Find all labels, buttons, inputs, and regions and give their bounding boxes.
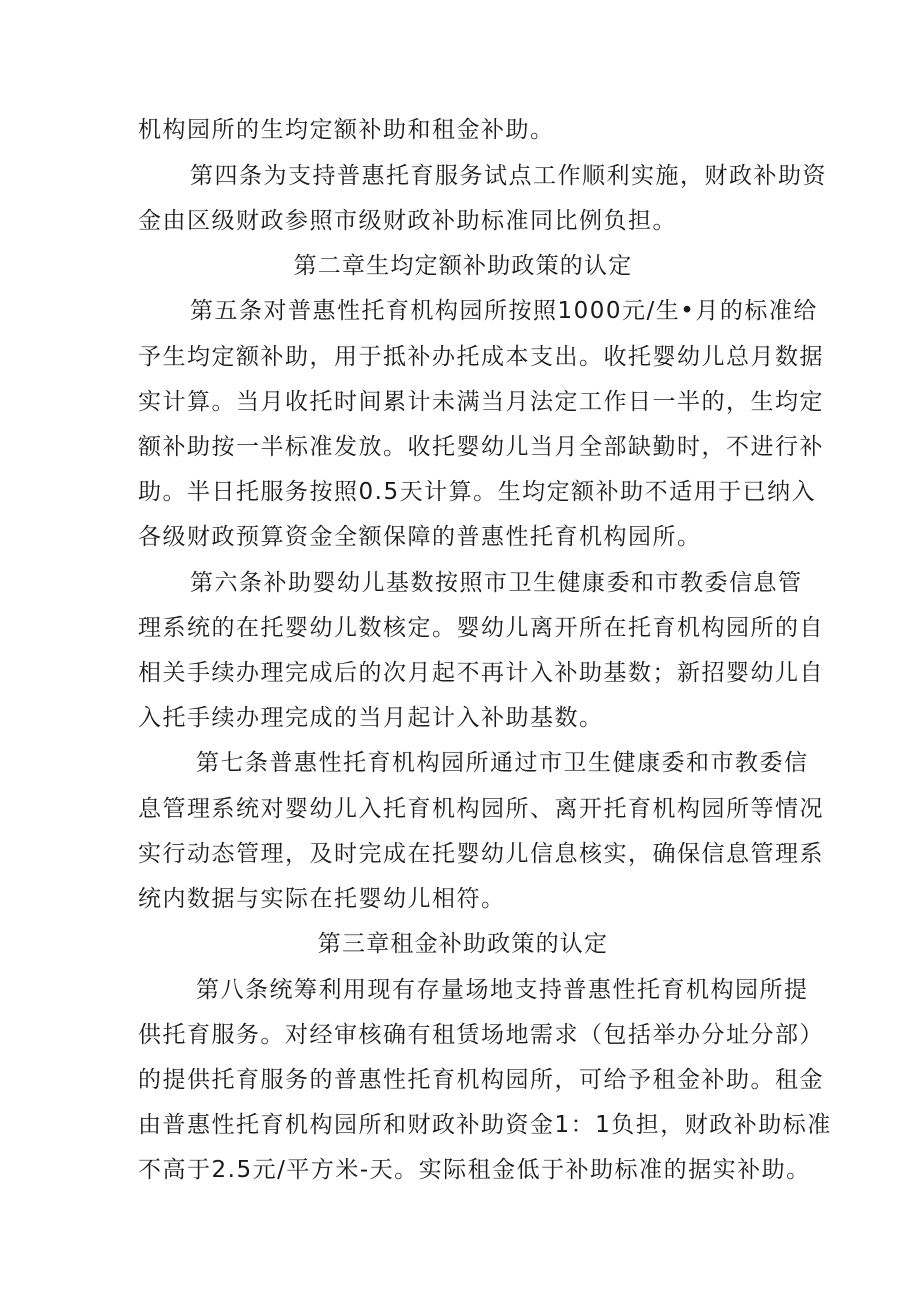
paragraph-line: 实行动态管理，及时完成在托婴幼儿信息核实，确保信息管理系	[138, 841, 824, 867]
paragraph-line: 助。半日托服务按照0.5天计算。生均定额补助不适用于已纳入	[138, 479, 817, 505]
paragraph-line: 的提供托育服务的普惠性托育机构园所，可给予租金补助。租金	[138, 1067, 824, 1093]
paragraph-line: 机构园所的生均定额补助和租金补助。	[138, 117, 555, 143]
paragraph-line: 理系统的在托婴幼儿数核定。婴幼儿离开所在托育机构园所的自	[138, 615, 824, 641]
paragraph-line: 予生均定额补助，用于抵补办托成本支出。收托婴幼儿总月数据	[138, 344, 824, 370]
paragraph-line: 第六条补助婴幼儿基数按照市卫生健康委和市教委信息管	[190, 570, 803, 596]
paragraph-line: 供托育服务。对经审核确有租赁场地需求（包括举办分址分部）	[138, 1022, 824, 1048]
paragraph-line: 第五条对普惠性托育机构园所按照1000元/生•月的标准给	[190, 298, 818, 324]
paragraph-line: 实计算。当月收托时间累计未满当月法定工作日一半的，生均定	[138, 389, 824, 415]
chapter-heading: 第三章租金补助政策的认定	[317, 931, 609, 957]
paragraph-line: 金由区级财政参照市级财政补助标准同比例负担。	[138, 208, 677, 234]
paragraph-line: 各级财政预算资金全额保障的普惠性托育机构园所。	[138, 524, 702, 550]
paragraph-line: 第七条普惠性托育机构园所通过市卫生健康委和市教委信	[196, 750, 809, 776]
paragraph-line: 由普惠性托育机构园所和财政补助资金1：1负担，财政补助标准	[138, 1112, 832, 1138]
paragraph-line: 额补助按一半标准发放。收托婴幼儿当月全部缺勤时，不进行补	[138, 434, 824, 460]
paragraph-line: 不高于2.5元/平方米-天。实际租金低于补助标准的据实补助。	[138, 1157, 811, 1183]
paragraph-line: 息管理系统对婴幼儿入托育机构园所、离开托育机构园所等情况	[138, 796, 824, 822]
paragraph-line: 统内数据与实际在托婴幼儿相符。	[138, 886, 506, 912]
chapter-heading: 第二章生均定额补助政策的认定	[293, 253, 633, 279]
paragraph-line: 入托手续办理完成的当月起计入补助基数。	[138, 705, 604, 731]
paragraph-line: 第四条为支持普惠托育服务试点工作顺利实施，财政补助资	[190, 163, 827, 189]
paragraph-line: 相关手续办理完成后的次月起不再计入补助基数；新招婴幼儿自	[138, 660, 824, 686]
paragraph-line: 第八条统筹利用现有存量场地支持普惠性托育机构园所提	[196, 977, 809, 1003]
